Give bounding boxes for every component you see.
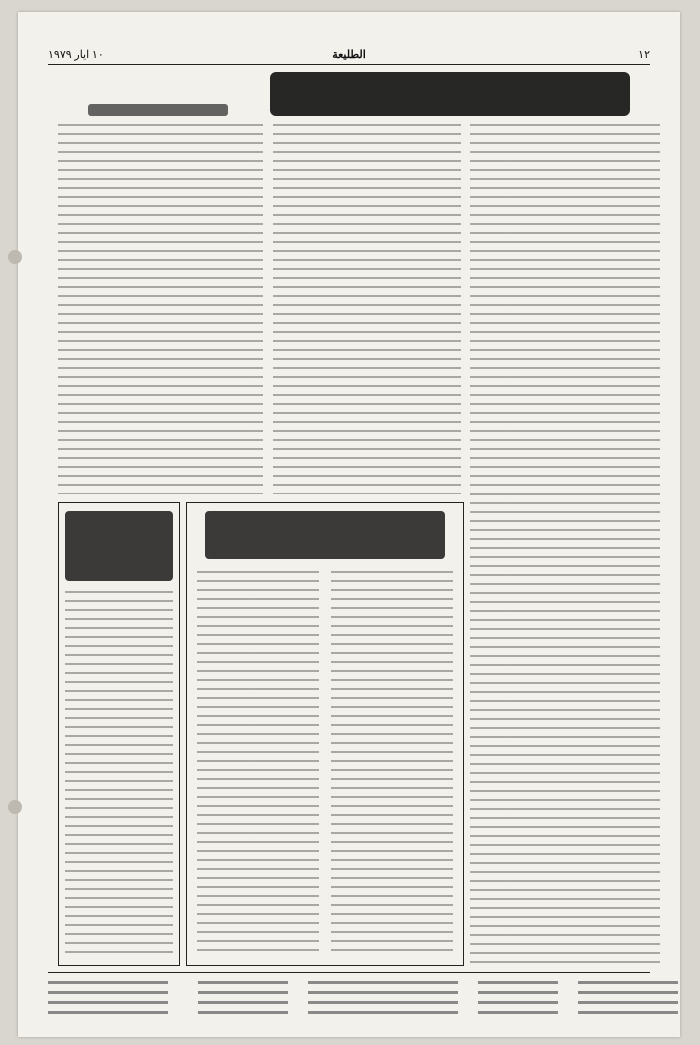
side-article-headline — [65, 511, 173, 581]
boxed-article-column-2 — [331, 571, 453, 956]
footer-block-3 — [308, 981, 458, 1015]
page-header — [48, 48, 650, 65]
newspaper-page — [18, 12, 680, 1037]
footer-block-5 — [578, 981, 678, 1015]
article-column-2 — [273, 124, 461, 494]
side-article — [58, 502, 180, 966]
footer-block-4 — [478, 981, 558, 1015]
paper-name: الطليعة — [332, 49, 366, 61]
footer-block-1 — [48, 981, 168, 1015]
boxed-article-headline — [205, 511, 445, 559]
byline — [88, 104, 228, 116]
boxed-article — [186, 502, 464, 966]
footer-block-2 — [198, 981, 288, 1015]
binder-hole — [8, 250, 22, 264]
binder-hole — [8, 800, 22, 814]
boxed-article-column-1 — [197, 571, 319, 956]
article-column-3 — [58, 124, 263, 494]
side-article-text — [65, 591, 173, 955]
article-column-1 — [470, 124, 660, 969]
page-number: ١٢ — [638, 49, 650, 61]
main-headline — [270, 72, 630, 116]
issue-date: ١٠ ايار ١٩٧٩ — [48, 49, 104, 61]
page-footer — [48, 972, 650, 1025]
